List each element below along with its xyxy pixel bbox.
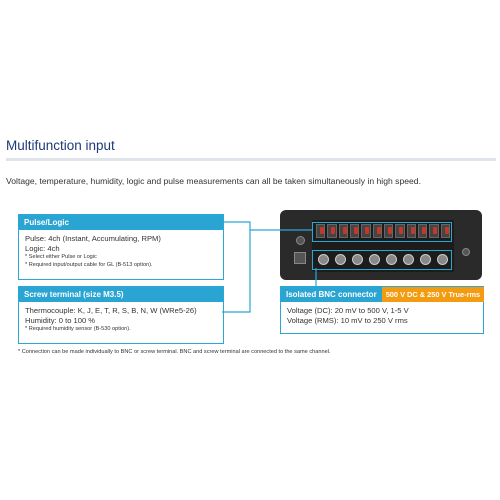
bnc-highlight [312,250,452,270]
screw-terminal-heading: Screw terminal (size M3.5) [19,287,223,302]
screw-terminal-note: * Required humidity sensor (B-530 option). [25,326,131,332]
thermocouple-line: Thermocouple: K, J, E, T, R, S, B, N, W (WRe5-26) [25,306,197,315]
pulse-logic-note: * Required input/output cable for GL (B-513 option). [25,261,153,268]
voltage-rms-line: Voltage (RMS): 10 mV to 250 V rms [287,316,408,325]
logic-line: Logic: 4ch [25,244,60,253]
screw-terminal-box [18,286,224,344]
voltage-rating-badge: 500 V DC & 250 V True-rms [382,287,484,302]
io-port [462,248,470,256]
title-divider [6,158,496,161]
section-intro: Voltage, temperature, humidity, logic and pulse measurements can all be taken simultaneously in high speed. [6,176,421,186]
pulse-line: Pulse: 4ch (Instant, Accumulating, RPM) [25,234,161,243]
section-title: Multifunction input [6,138,115,153]
humidity-line: Humidity: 0 to 100 % [25,316,96,325]
isolated-bnc-heading: Isolated BNC connector [281,287,382,302]
footnote: * Connection can be made individually to BNC or screw terminal. BNC and screw terminal are connected to the same channel. [18,349,331,355]
io-port [294,252,306,264]
voltage-dc-line: Voltage (DC): 20 mV to 500 V, 1-5 V [287,306,409,315]
isolated-bnc-box [280,286,484,334]
io-port [296,236,305,245]
screw-terminal-highlight [312,222,452,242]
pulse-logic-box [18,214,224,280]
pulse-logic-note: * Select either Pulse or Logic [25,254,97,260]
pulse-logic-heading: Pulse/Logic [19,215,223,230]
